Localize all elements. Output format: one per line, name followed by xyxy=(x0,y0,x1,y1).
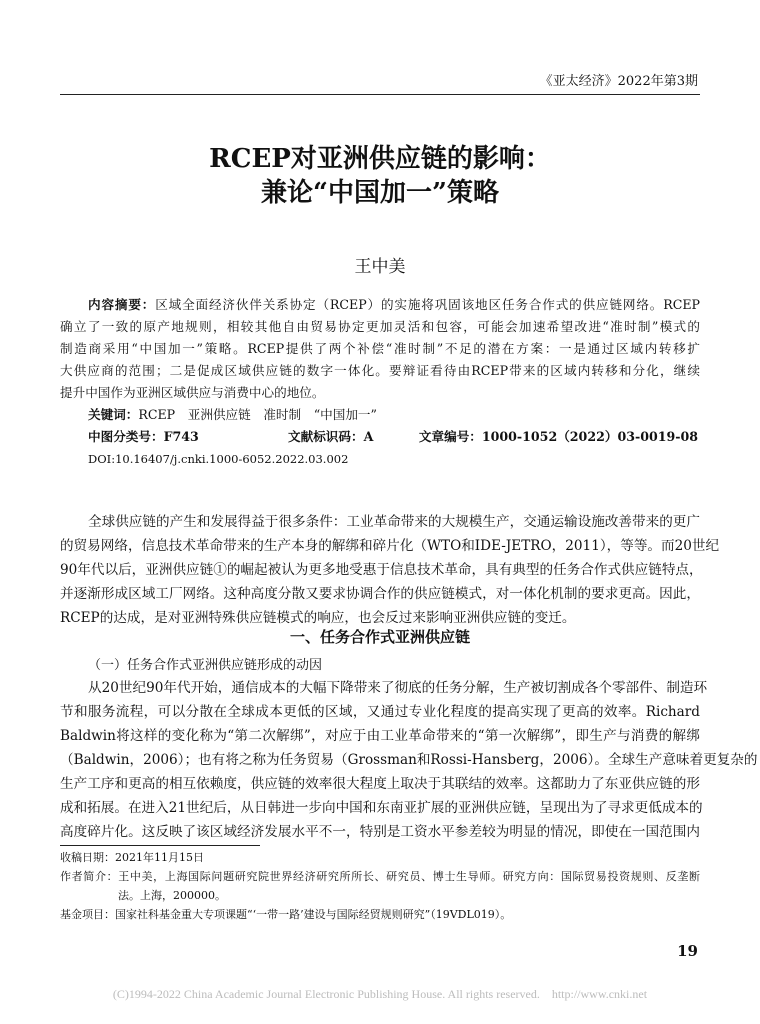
abstract-line: 大供应商的范围；二是促成区域供应链的数字一体化。要辩证看待由RCEP带来的区域内转移和分化，继续 xyxy=(60,363,700,378)
abstract xyxy=(60,294,700,404)
abstract-line: 制造商采用“中国加一”策略。RCEP提供了两个补偿“准时制”不足的潜在方案：一是通过区域内转移扩 xyxy=(60,341,700,356)
keywords: 关键词：RCEP 亚洲供应链 准时制 “中国加一” xyxy=(88,407,377,422)
footnote-fund: 基金项目：国家社科基金重大专项课题“‘一带一路’建设与国际经贸规则研究”（19VDL019）。 xyxy=(60,908,512,921)
body-line: 并逐渐形成区域工厂网络。这种高度分散又要求协调合作的供应链模式，对一体化机制的要求更高。因此， xyxy=(60,586,700,602)
paragraph xyxy=(60,676,758,844)
abstract-line: 内容摘要：区域全面经济伙伴关系协定（RCEP）的实施将巩固该地区任务合作式的供应链网络。RCEP xyxy=(88,297,700,312)
body-line: 生产工序和更高的相互依赖度，供应链的效率很大程度上取决于其联结的效率。这都助力了东亚供应链的形 xyxy=(60,776,700,792)
footnote-author: 作者简介：王中美，上海国际问题研究院世界经济研究所所长、研究员、博士生导师。研究方向：国际贸易投资规则、反垄断 xyxy=(60,870,700,883)
subsection-heading: （一）任务合作式亚洲供应链形成的动因 xyxy=(88,658,323,673)
body-line: 节和服务流程，可以分散在全球成本更低的区域，又通过专业化程度的提高实现了更高的效率。Richard xyxy=(60,704,700,720)
footnote-author-cont: 法。上海，200000。 xyxy=(118,889,226,902)
body-line: 的贸易网络，信息技术革命带来的生产本身的解绑和碎片化（WTO和IDE-JETRO，2011），等等。而20世纪 xyxy=(60,538,720,554)
title-line-2: 兼论“中国加一”策略 xyxy=(261,178,499,208)
author: 王中美 xyxy=(354,257,406,277)
abstract-line: 确立了一致的原产地规则，相较其他自由贸易协定更加灵活和包容，可能会加速希望改进“准时制”模式的 xyxy=(60,319,700,334)
abstract-label: 内容摘要： xyxy=(88,297,156,312)
page-number: 19 xyxy=(677,942,698,960)
section-heading: 一、任务合作式亚洲供应链 xyxy=(289,628,470,646)
body-line: 成和拓展。在进入21世纪后，从日韩进一步向中国和东南亚扩展的亚洲供应链，呈现出为了寻求更低成本的 xyxy=(60,800,703,816)
doc-code: 文献标识码：A xyxy=(288,429,374,444)
doi: DOI:10.16407/j.cnki.1000-6052.2022.03.002 xyxy=(88,452,349,466)
body-line: Baldwin将这样的变化称为“第二次解绑”，对应于由工业革命带来的“第一次解绑”，即生产与消费的解绑 xyxy=(60,728,700,744)
journal-header: 《亚太经济》2022年第3期 xyxy=(539,74,698,89)
classification: 中图分类号：F743 xyxy=(88,429,199,444)
body-line: RCEP的达成，是对亚洲特殊供应链模式的响应，也会反过来影响亚洲供应链的变迁。 xyxy=(60,610,576,626)
article-number: 文章编号：1000-1052（2022）03-0019-08 xyxy=(418,429,698,444)
abstract-line: 提升中国作为亚洲区域供应与消费中心的地位。 xyxy=(60,385,325,400)
body-line: 90年代以后，亚洲供应链①的崛起被认为更多地受惠于信息技术革命，具有典型的任务合作式供应链特点， xyxy=(60,562,703,578)
body-line: 从20世纪90年代开始，通信成本的大幅下降带来了彻底的任务分解，生产被切割成各个零部件、制造环 xyxy=(88,680,708,696)
footnote-received: 收稿日期：2021年11月15日 xyxy=(60,851,204,864)
body-line: 全球供应链的产生和发展得益于很多条件：工业革命带来的大规模生产，交通运输设施改善带来的更广 xyxy=(88,514,700,530)
header-divider xyxy=(60,94,700,95)
title-line-1: RCEP对亚洲供应链的影响： xyxy=(209,144,551,174)
body-line: （Baldwin，2006）；也有将之称为任务贸易（Grossman和Rossi-Hansberg，2006）。全球生产意味着更复杂的 xyxy=(60,752,758,768)
body-line: 高度碎片化。这反映了该区域经济发展水平不一，特别是工资水平参差较为明显的情况，即使在一国范围内 xyxy=(60,824,700,840)
footnote-divider xyxy=(60,845,260,846)
intro-paragraph xyxy=(60,510,720,630)
watermark: (C)1994-2022 China Academic Journal Electronic Publishing House. All rights reserved. http://www.cnki.net xyxy=(112,987,648,1001)
